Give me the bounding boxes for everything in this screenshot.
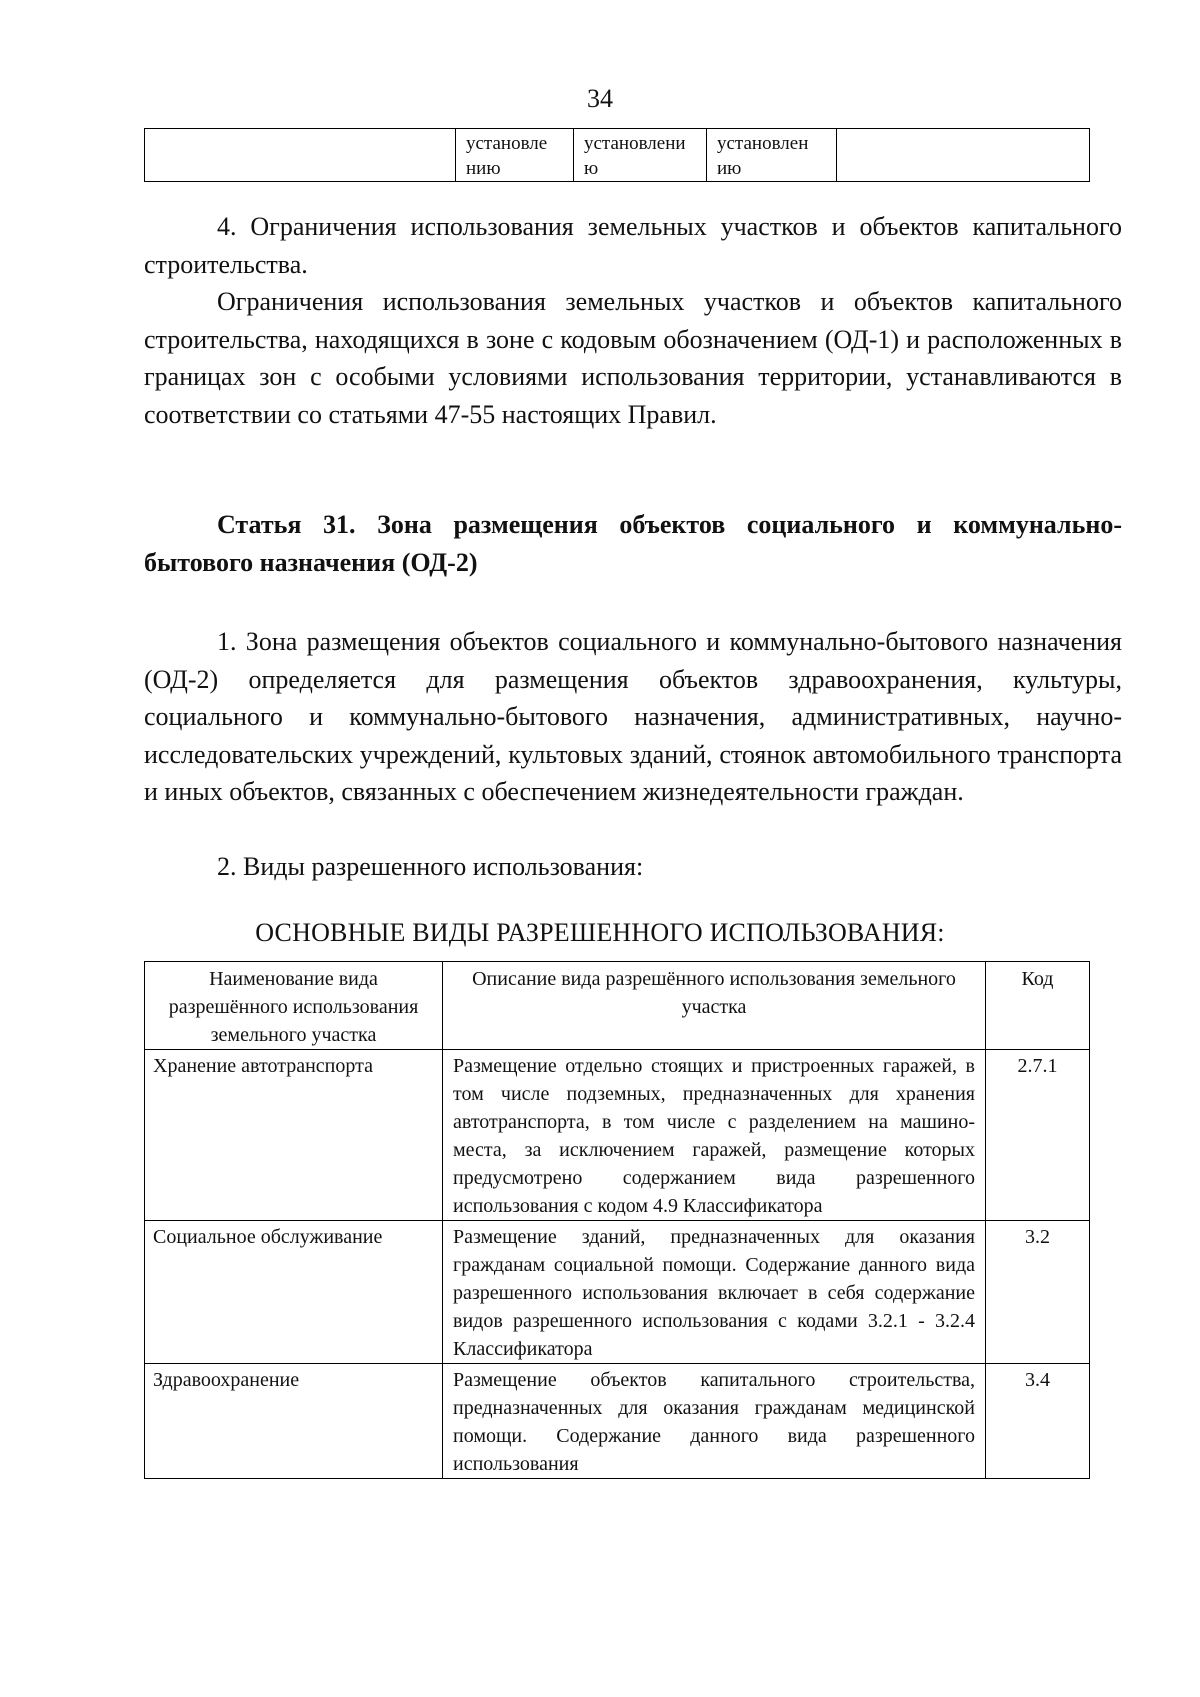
table-cell: установлени ю bbox=[574, 129, 707, 182]
row-code: 2.7.1 bbox=[986, 1050, 1090, 1221]
point-2-text: 2. Виды разрешенного использования: bbox=[217, 852, 644, 881]
row-code: 3.4 bbox=[986, 1364, 1090, 1479]
header-code: Код bbox=[986, 962, 1090, 1050]
table-row bbox=[145, 1221, 1090, 1364]
continuation-table bbox=[144, 128, 1090, 182]
row-description: Размещение отдельно стоящих и пристроенных гаражей, в том числе подземных, предназначенных для хранения автотранспорта, в том числе с разделением на машино-места, за исключением гаражей, размещение которых предусмотрено содержанием вида разрешенного использования с кодом 4.9 Классификатора bbox=[443, 1050, 986, 1221]
table-row bbox=[145, 129, 1090, 182]
page-number: 34 bbox=[587, 84, 613, 113]
table-cell bbox=[837, 129, 1090, 182]
row-name: Социальное обслуживание bbox=[145, 1221, 443, 1364]
table-header-row bbox=[145, 962, 1090, 1050]
table-cell: установле нию bbox=[456, 129, 574, 182]
row-description: Размещение объектов капитального строительства, предназначенных для оказания гражданам медицинской помощи. Содержание данного вида разрешенного использования bbox=[443, 1364, 986, 1479]
table-cell bbox=[145, 129, 456, 182]
header-name: Наименование вида разрешённого использования земельного участка bbox=[145, 962, 443, 1050]
table-row bbox=[145, 1364, 1090, 1479]
point-1-text: 1. Зона размещения объектов социального и коммунально-бытового назначения (ОД-2) определяется для размещения объектов здравоохранения, культуры, социального и коммунально-бытового назначения, административных, научно-исследовательских учреждений, культовых зданий, стоянок автомобильного транспорта и иных объектов, связанных с обеспечением жизнедеятельности граждан. bbox=[144, 627, 1122, 806]
row-description: Размещение зданий, предназначенных для оказания гражданам социальной помощи. Содержание данного вида разрешенного использования включает в себя содержание видов разрешенного использования с кодами 3.2.1 - 3.2.4 Классификатора bbox=[443, 1221, 986, 1364]
section-4-text: Ограничения использования земельных участков и объектов капитального строительства, находящихся в зоне с кодовым обозначением (ОД-1) и расположенных в границах зон с особыми условиями использования территории, устанавливаются в соответствии со статьями 47-55 настоящих Правил. bbox=[144, 287, 1122, 429]
section-4-heading: 4. Ограничения использования земельных участков и объектов капитального строительства. bbox=[144, 212, 1122, 279]
row-code: 3.2 bbox=[986, 1221, 1090, 1364]
permitted-use-table bbox=[144, 961, 1090, 1479]
table-row bbox=[145, 1050, 1090, 1221]
table-cell: установлен ию bbox=[707, 129, 837, 182]
header-description: Описание вида разрешённого использования земельного участка bbox=[443, 962, 986, 1050]
row-name: Здравоохранение bbox=[145, 1364, 443, 1479]
table-title: ОСНОВНЫЕ ВИДЫ РАЗРЕШЕННОГО ИСПОЛЬЗОВАНИЯ: bbox=[255, 918, 945, 947]
article-title: Статья 31. Зона размещения объектов социального и коммунально-бытового назначения (ОД-2) bbox=[144, 510, 1122, 577]
row-name: Хранение автотранспорта bbox=[145, 1050, 443, 1221]
